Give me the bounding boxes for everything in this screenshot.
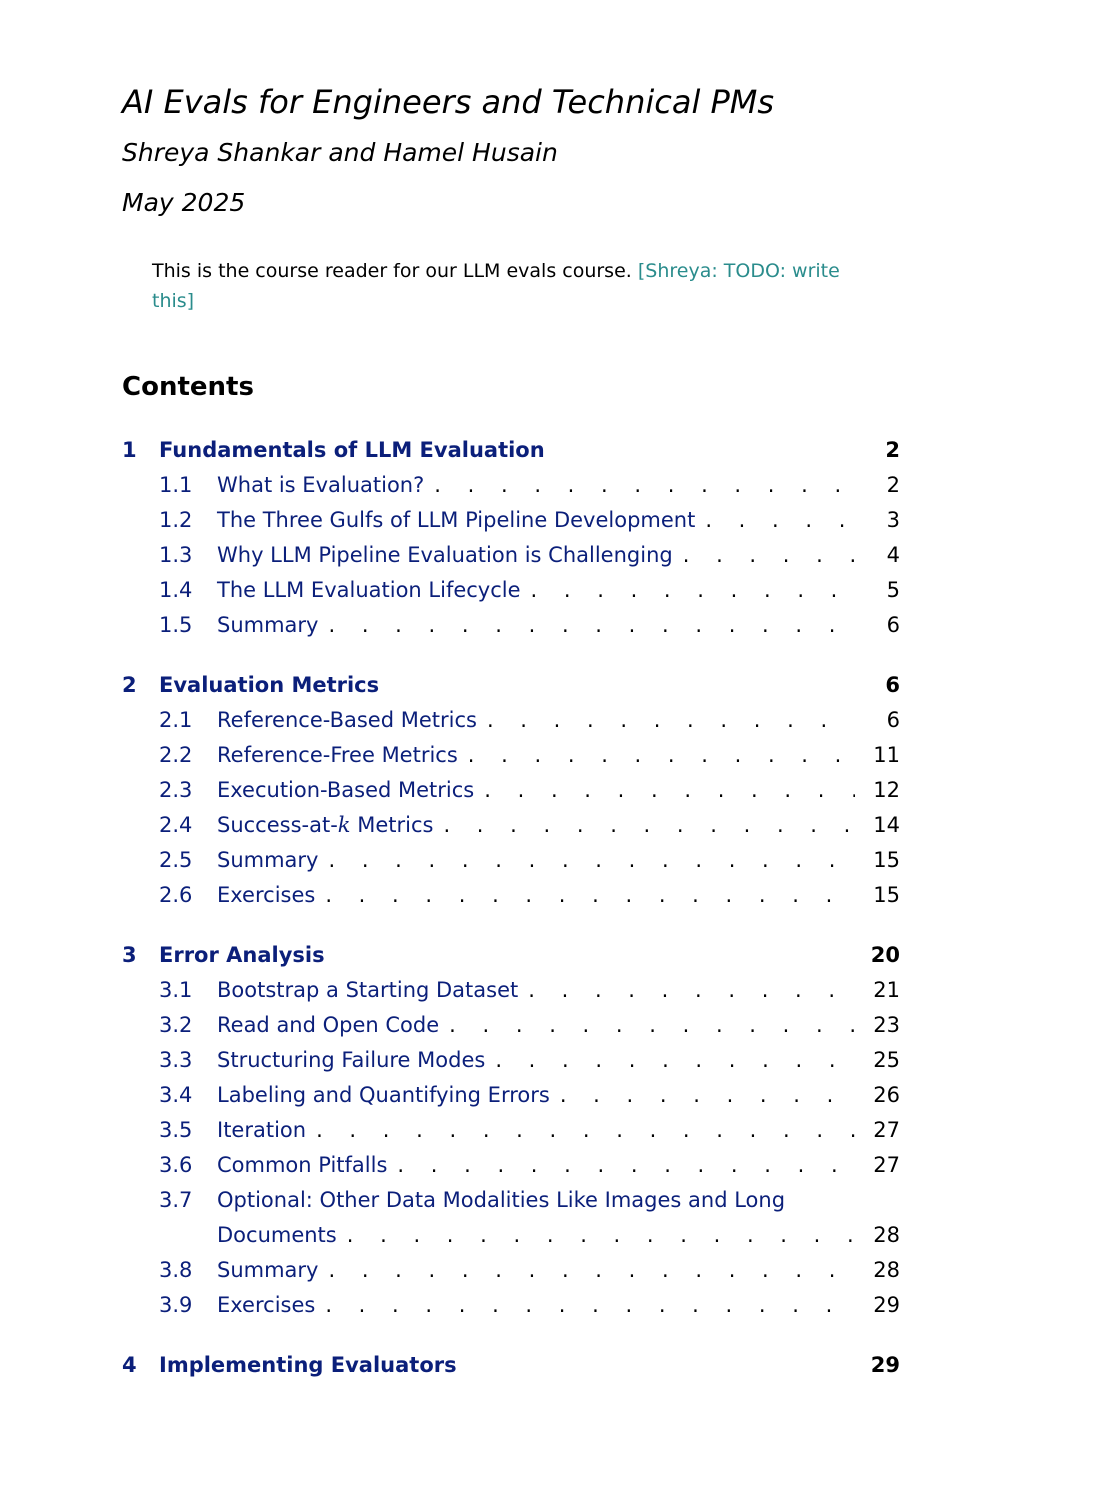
toc-entry-1-4[interactable]	[122, 573, 900, 608]
subsection-number: 1.3	[159, 543, 193, 567]
subsection-page: 11	[873, 743, 900, 767]
subsection-title[interactable]: The Three Gulfs of LLM Pipeline Development	[217, 508, 696, 532]
subsection-page: 29	[873, 1293, 900, 1317]
dot-leader	[439, 1008, 855, 1043]
toc-section-3[interactable]	[122, 938, 900, 973]
subsection-page: 25	[873, 1048, 900, 1072]
subsection-number: 2.5	[159, 848, 193, 872]
subsection-title[interactable]: Reference-Based Metrics	[217, 708, 477, 732]
subsection-number: 3.4	[159, 1083, 193, 1107]
subsection-page: 6	[886, 708, 900, 732]
subsection-title[interactable]: Structuring Failure Modes	[217, 1048, 486, 1072]
subsection-title[interactable]: Why LLM Pipeline Evaluation is Challenging	[217, 543, 673, 567]
dot-leader	[550, 1078, 855, 1113]
section-number: 4	[122, 1353, 137, 1377]
subsection-page: 28	[873, 1258, 900, 1282]
toc-entry-3-9[interactable]	[122, 1288, 900, 1323]
subsection-title[interactable]: Exercises	[217, 1293, 316, 1317]
document-authors: Shreya Shankar and Hamel Husain	[122, 138, 558, 167]
subsection-title[interactable]: Exercises	[217, 883, 316, 907]
subsection-title[interactable]: Iteration	[217, 1118, 307, 1142]
subsection-title[interactable]: Reference-Free Metrics	[217, 743, 458, 767]
subsection-title-line-2[interactable]: Documents	[217, 1223, 337, 1247]
toc-entry-3-1[interactable]	[122, 973, 900, 1008]
section-page: 20	[870, 943, 900, 967]
subsection-number: 2.3	[159, 778, 193, 802]
subsection-title[interactable]: Execution-Based Metrics	[217, 778, 475, 802]
dot-leader	[424, 468, 855, 503]
toc-entry-1-3[interactable]	[122, 538, 900, 573]
subsection-number: 3.9	[159, 1293, 193, 1317]
dot-leader	[477, 703, 855, 738]
subsection-number: 1.1	[159, 473, 193, 497]
section-number: 2	[122, 673, 137, 697]
dot-leader	[318, 843, 855, 878]
toc-entry-3-8[interactable]	[122, 1253, 900, 1288]
subsection-number: 3.7	[159, 1188, 193, 1212]
subsection-number: 2.1	[159, 708, 193, 732]
dot-leader	[318, 608, 855, 643]
dot-leader	[485, 1043, 855, 1078]
dot-leader	[315, 878, 855, 913]
subsection-page: 23	[873, 1013, 900, 1037]
dot-leader	[673, 538, 855, 573]
subsection-page: 15	[873, 883, 900, 907]
document-date: May 2025	[122, 188, 246, 217]
toc-entry-3-4[interactable]	[122, 1078, 900, 1113]
dot-leader	[387, 1148, 855, 1183]
toc-section-2[interactable]	[122, 668, 900, 703]
subsection-page: 4	[886, 543, 900, 567]
section-title[interactable]: Implementing Evaluators	[159, 1353, 457, 1377]
dot-leader	[315, 1288, 855, 1323]
subsection-title[interactable]: What is Evaluation?	[217, 473, 425, 497]
subsection-title[interactable]: The LLM Evaluation Lifecycle	[217, 578, 521, 602]
subsection-page: 26	[873, 1083, 900, 1107]
subsection-number: 3.6	[159, 1153, 193, 1177]
subsection-number: 1.5	[159, 613, 193, 637]
toc-entry-2-3[interactable]	[122, 773, 900, 808]
toc-entry-1-5[interactable]	[122, 608, 900, 643]
toc-entry-2-6[interactable]	[122, 878, 900, 913]
section-title[interactable]: Error Analysis	[159, 943, 325, 967]
toc-entry-2-1[interactable]	[122, 703, 900, 738]
subsection-page: 28	[873, 1223, 900, 1247]
subsection-number: 3.2	[159, 1013, 193, 1037]
subsection-title[interactable]: Labeling and Quantifying Errors	[217, 1083, 550, 1107]
toc-entry-3-3[interactable]	[122, 1043, 900, 1078]
table-of-contents	[122, 433, 900, 1383]
toc-entry-3-2[interactable]	[122, 1008, 900, 1043]
section-title[interactable]: Evaluation Metrics	[159, 673, 380, 697]
abstract-text: This is the course reader for our LLM evals course.	[152, 260, 632, 282]
subsection-page: 27	[873, 1153, 900, 1177]
dot-leader	[337, 1218, 855, 1253]
toc-entry-2-5[interactable]	[122, 843, 900, 878]
dot-leader	[518, 973, 855, 1008]
subsection-title[interactable]	[217, 808, 433, 843]
toc-entry-3-6[interactable]	[122, 1148, 900, 1183]
subsection-title[interactable]: Bootstrap a Starting Dataset	[217, 978, 519, 1002]
subsection-number: 2.4	[159, 813, 193, 837]
subsection-page: 15	[873, 848, 900, 872]
dot-leader	[458, 738, 855, 773]
math-variable-k: k	[337, 813, 351, 837]
contents-heading: Contents	[122, 372, 254, 402]
todo-note: [Shreya: TODO: write this]	[152, 260, 840, 312]
section-page: 6	[885, 673, 900, 697]
toc-entry-3-7[interactable]	[122, 1183, 900, 1253]
subsection-title-prefix: Success-at-	[217, 813, 338, 837]
subsection-title[interactable]: Summary	[217, 613, 319, 637]
section-title[interactable]: Fundamentals of LLM Evaluation	[159, 438, 545, 462]
dot-leader	[306, 1113, 855, 1148]
toc-entry-2-2[interactable]	[122, 738, 900, 773]
subsection-number: 3.3	[159, 1048, 193, 1072]
subsection-number: 3.8	[159, 1258, 193, 1282]
section-page: 2	[885, 438, 900, 462]
section-page: 29	[870, 1353, 900, 1377]
subsection-number: 3.1	[159, 978, 193, 1002]
subsection-number: 1.4	[159, 578, 193, 602]
toc-section-1[interactable]	[122, 433, 900, 468]
subsection-number: 2.6	[159, 883, 193, 907]
subsection-title-line-1[interactable]: Optional: Other Data Modalities Like Images and Long	[217, 1188, 786, 1212]
subsection-title[interactable]: Common Pitfalls	[217, 1153, 388, 1177]
toc-entry-1-2[interactable]	[122, 503, 900, 538]
dot-leader	[433, 808, 855, 843]
subsection-page: 12	[873, 778, 900, 802]
subsection-title[interactable]: Summary	[217, 1258, 319, 1282]
subsection-page: 3	[886, 508, 900, 532]
subsection-title-suffix: Metrics	[350, 813, 434, 837]
toc-entry-1-1[interactable]	[122, 468, 900, 503]
subsection-number: 1.2	[159, 508, 193, 532]
abstract	[152, 256, 880, 316]
subsection-number: 2.2	[159, 743, 193, 767]
subsection-page: 2	[886, 473, 900, 497]
subsection-page: 5	[886, 578, 900, 602]
section-number: 3	[122, 943, 137, 967]
subsection-number: 3.5	[159, 1118, 193, 1142]
toc-entry-2-4[interactable]	[122, 808, 900, 843]
subsection-title[interactable]: Read and Open Code	[217, 1013, 440, 1037]
dot-leader	[318, 1253, 855, 1288]
document-title: AI Evals for Engineers and Technical PMs	[122, 83, 775, 121]
subsection-page: 6	[886, 613, 900, 637]
toc-section-4[interactable]	[122, 1348, 900, 1383]
section-number: 1	[122, 438, 137, 462]
dot-leader	[695, 503, 855, 538]
subsection-page: 27	[873, 1118, 900, 1142]
subsection-title[interactable]: Summary	[217, 848, 319, 872]
dot-leader	[521, 573, 855, 608]
subsection-page: 21	[873, 978, 900, 1002]
toc-entry-3-5[interactable]	[122, 1113, 900, 1148]
subsection-page: 14	[873, 813, 900, 837]
dot-leader	[474, 773, 855, 808]
